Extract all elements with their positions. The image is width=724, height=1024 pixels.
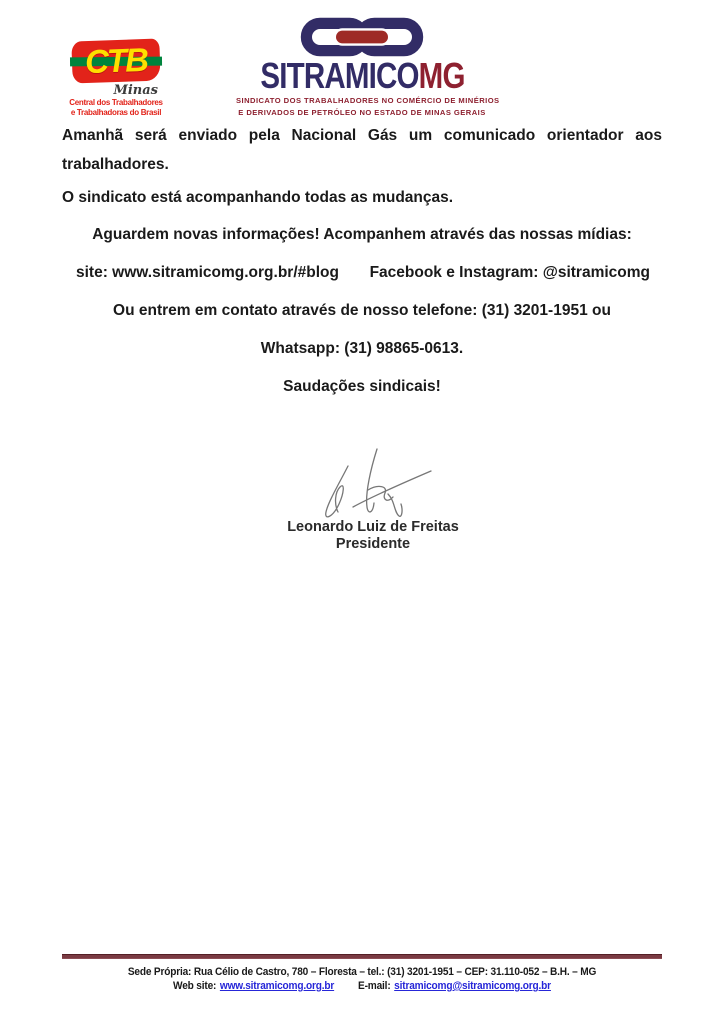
signature-block (273, 519, 473, 553)
ctb-flag-icon (71, 38, 160, 83)
letter-body (62, 121, 662, 410)
paragraph-media-callout: Aguardem novas informações! Acompanhem através das nossas mídias: (92, 226, 632, 243)
sitramicomg-logo (236, 16, 500, 117)
social-handles-text: Facebook e Instagram: @sitramicomg (369, 264, 650, 281)
footer (62, 954, 662, 993)
contacts-row (62, 258, 662, 287)
ctb-region-label: Minas (113, 83, 158, 98)
chain-links-icon (300, 16, 424, 58)
footer-links-row (86, 979, 638, 993)
org-name-suffix: MG (418, 55, 465, 96)
signer-title: Presidente (335, 536, 411, 552)
footer-divider (62, 954, 662, 959)
ctb-org-line1: Central dos Trabalhadores (69, 98, 163, 107)
email-label: E-mail: (358, 980, 391, 992)
org-name (259, 55, 465, 96)
paragraph-announcement: Amanhã será enviado pela Nacional Gás um comunicado orientador aos trabalhadores. (62, 127, 662, 173)
signer-name: Leonardo Luiz de Freitas (287, 519, 459, 535)
handwritten-signature-image (298, 446, 440, 524)
email-link[interactable]: sitramicomg@sitramicomg.org.br (394, 980, 551, 992)
paragraph-monitoring: O sindicato está acompanhando todas as mudanças. (62, 189, 454, 206)
ctb-org-line2: e Trabalhadoras do Brasil (70, 107, 162, 117)
paragraph-phone: Ou entrem em contato através de nosso telefone: (31) 3201-1951 ou (113, 302, 611, 319)
org-subtitle-line1: SINDICATO DOS TRABALHADORES NO COMÉRCIO DE MINÉRIOS (236, 96, 500, 105)
footer-address: Sede Própria: Rua Célio de Castro, 780 – Floresta – tel.: (31) 3201-1951 – CEP: 31.110-052 – B.H. – MG (127, 966, 597, 978)
org-subtitle-line2: E DERIVADOS DE PETRÓLEO NO ESTADO DE MINAS GERAIS (238, 108, 486, 117)
org-name-main: SITRAMICO (259, 55, 419, 96)
website-label: Web site: (173, 980, 217, 992)
site-url-text: site: www.sitramicomg.org.br/#blog (76, 264, 339, 281)
ctb-logo (62, 40, 170, 117)
ctb-acronym: CTB (84, 40, 148, 81)
website-link[interactable]: www.sitramicomg.org.br (219, 980, 335, 992)
paragraph-closing: Saudações sindicais! (283, 378, 441, 395)
paragraph-whatsapp: Whatsapp: (31) 98865-0613. (260, 340, 464, 357)
